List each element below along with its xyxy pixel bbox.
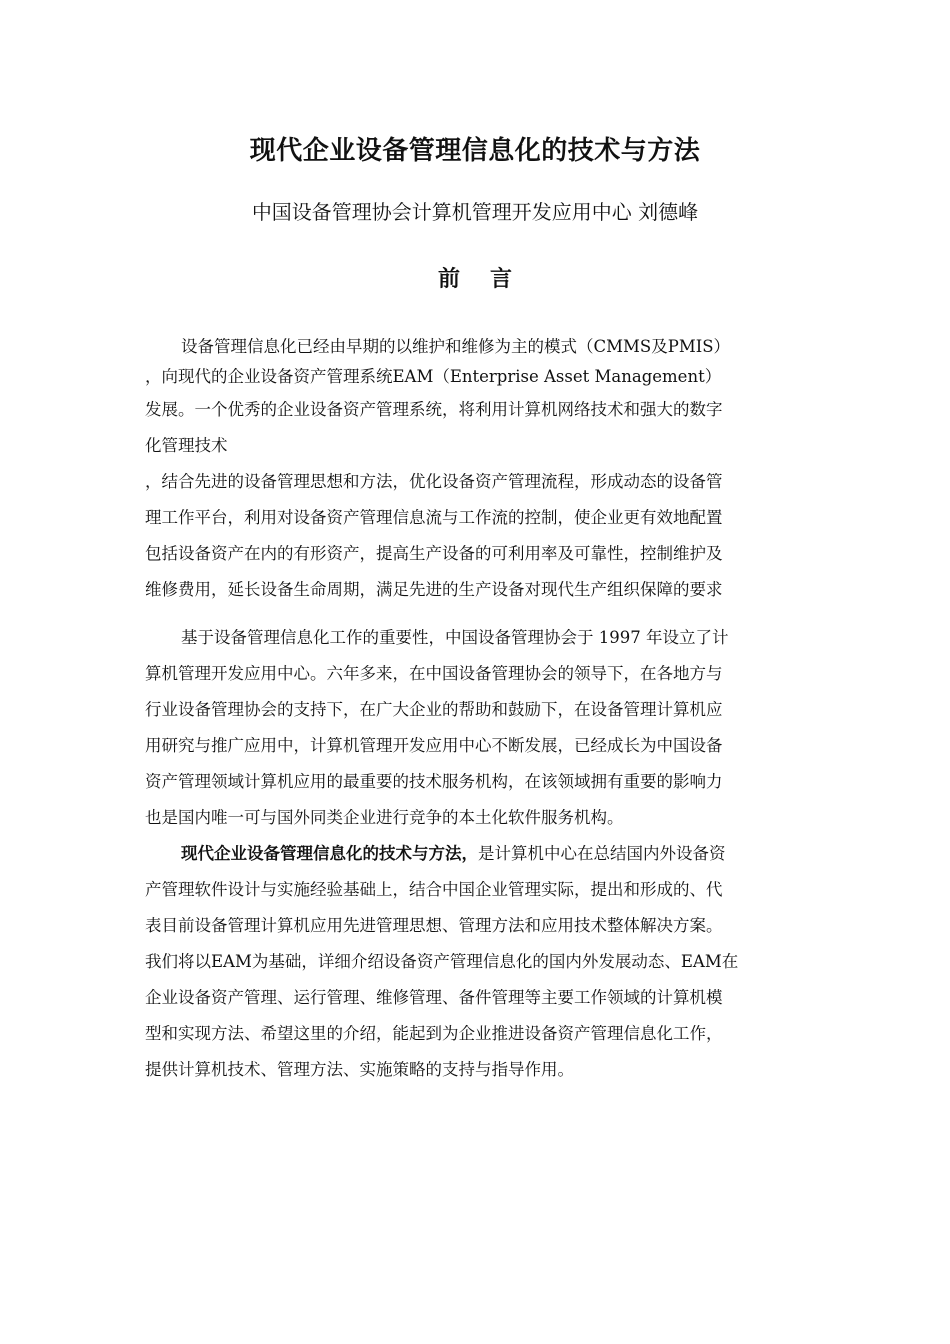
paragraph-1-line: 理工作平台，利用对设备资产管理信息流与工作流的控制，使企业更有效地配置 — [145, 508, 723, 527]
paragraph-3-first-line — [145, 836, 815, 872]
paragraph-3-bold-lead: 现代企业设备管理信息化的技术与方法， — [181, 844, 478, 863]
author-line: 中国设备管理协会计算机管理开发应用中心 刘德峰 — [251, 200, 699, 224]
paragraph-1-line: 设备管理信息化已经由早期的以维护和维修为主的模式（CMMS及PMIS） — [181, 337, 731, 356]
paragraph-1-line: 包括设备资产在内的有形资产，提高生产设备的可利用率及可靠性，控制维护及 — [145, 544, 723, 563]
paragraph-2-line: 也是国内唯一可与国外同类企业进行竞争的本土化软件服务机构。 — [145, 808, 624, 827]
paragraph-3 — [145, 836, 815, 1088]
paragraph-2-line: 行业设备管理协会的支持下，在广大企业的帮助和鼓励下，在设备管理计算机应 — [145, 700, 723, 719]
paragraph-3-line: 提供计算机技术、管理方法、实施策略的支持与指导作用。 — [145, 1060, 574, 1079]
paragraph-2-line: 基于设备管理信息化工作的重要性，中国设备管理协会于 1997 年设立了计 — [181, 628, 729, 647]
paragraph-3-line: 型和实现方法、希望这里的介绍，能起到为企业推进设备资产管理信息化工作， — [145, 1024, 723, 1043]
paragraph-2-line: 用研究与推广应用中，计算机管理开发应用中心不断发展，已经成长为中国设备 — [145, 736, 723, 755]
paragraph-2-line: 算机管理开发应用中心。六年多来，在中国设备管理协会的领导下，在各地方与 — [145, 664, 723, 683]
paragraph-3-line: 企业设备资产管理、运行管理、维修管理、备件管理等主要工作领域的计算机模 — [145, 988, 723, 1007]
document-title: 现代企业设备管理信息化的技术与方法 — [249, 136, 701, 166]
paragraph-3-line: 我们将以EAM为基础，详细介绍设备资产管理信息化的国内外发展动态、EAM在 — [145, 952, 739, 971]
paragraph-1-line: ，结合先进的设备管理思想和方法，优化设备资产管理流程，形成动态的设备管 — [145, 472, 723, 491]
paragraph-3-line: 表目前设备管理计算机应用先进管理思想、管理方法和应用技术整体解决方案。 — [145, 916, 723, 935]
section-heading-preface: 前言 — [437, 267, 542, 292]
paragraph-2 — [145, 620, 815, 836]
paragraph-3-first-line-rest: 是计算机中心在总结国内外设备资 — [478, 844, 726, 863]
paragraph-1-line: 化管理技术 — [145, 436, 228, 455]
paragraph-2-line: 资产管理领域计算机应用的最重要的技术服务机构，在该领域拥有重要的影响力 — [145, 772, 723, 791]
paragraph-1-line: ，向现代的企业设备资产管理系统EAM（Enterprise Asset Management） — [145, 367, 722, 386]
paragraph-1-line: 发展。一个优秀的企业设备资产管理系统，将利用计算机网络技术和强大的数字 — [145, 400, 723, 419]
paragraph-1-line: 维修费用，延长设备生命周期，满足先进的生产设备对现代生产组织保障的要求 — [145, 580, 723, 599]
paragraph-3-line: 产管理软件设计与实施经验基础上，结合中国企业管理实际，提出和形成的、代 — [145, 880, 723, 899]
paragraph-1 — [145, 332, 815, 608]
